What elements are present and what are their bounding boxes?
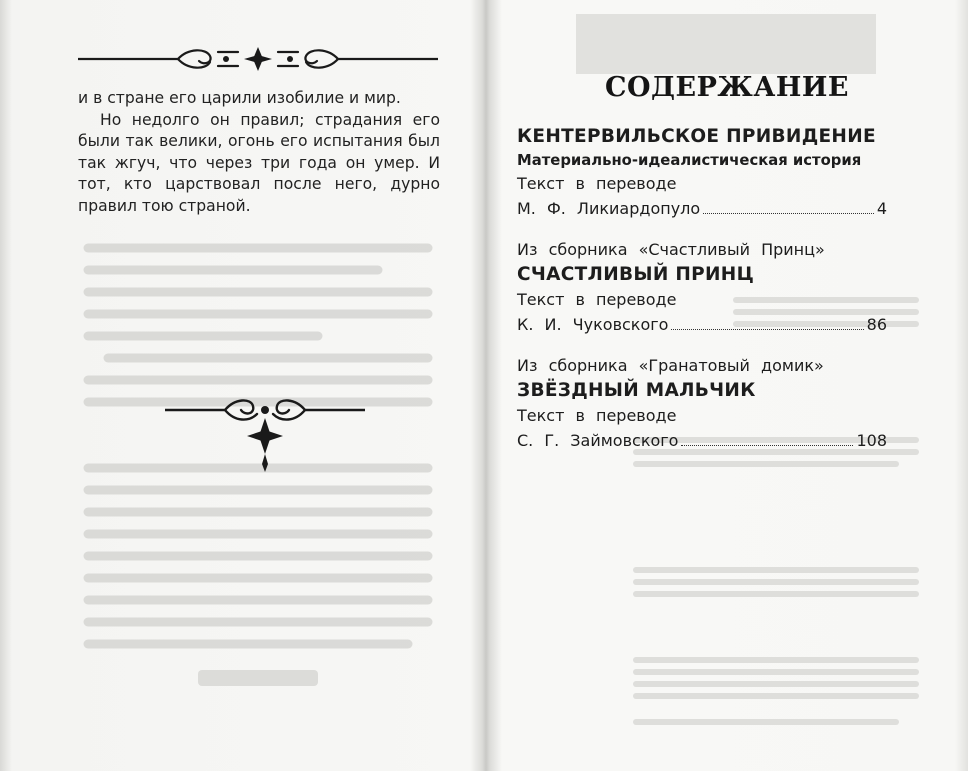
translator-name: С. Г. Займовского: [517, 431, 679, 450]
dot-leader: [681, 445, 853, 446]
translator-name: М. Ф. Ликиардопуло: [517, 199, 701, 218]
story-title: КЕНТЕРВИЛЬСКОЕ ПРИВИДЕНИЕ: [517, 126, 876, 147]
dot-leader: [671, 329, 863, 330]
paragraph: Но недолго он правил; страдания его были так велики, огонь его испытания был так жгуч, что через три года он умер. И тот, кто царствовал после него, дурно правил тою страной.: [78, 110, 440, 215]
ornament-divider-icon: [78, 44, 438, 74]
page-number: 4: [876, 199, 887, 218]
translator-name: К. И. Чуковского: [517, 315, 669, 334]
table-of-contents: [517, 124, 887, 454]
story-title: СЧАСТЛИВЫЙ ПРИНЦ: [517, 264, 755, 285]
collection-note: Из сборника «Гранатовый домик»: [517, 356, 824, 375]
translation-note: Текст в переводе: [517, 290, 677, 309]
collection-note: Из сборника «Счастливый Принц»: [517, 240, 825, 259]
translation-note: Текст в переводе: [517, 174, 677, 193]
floral-ornament-icon: [165, 392, 365, 472]
story-title: ЗВЁЗДНЫЙ МАЛЬЧИК: [517, 380, 756, 401]
right-page: [486, 0, 968, 771]
dot-leader: [703, 213, 874, 214]
translation-note: Текст в переводе: [517, 406, 677, 425]
page-body-text: [78, 88, 440, 217]
page-number: 108: [856, 431, 887, 450]
page-title: СОДЕРЖАНИЕ: [605, 72, 849, 103]
page-number: 86: [866, 315, 887, 334]
toc-entry: [517, 238, 887, 338]
toc-entry: [517, 354, 887, 454]
story-subtitle: Материально-идеалистическая история: [517, 152, 862, 169]
paragraph: и в стране его царили изобилие и мир.: [78, 89, 401, 107]
toc-entry: [517, 124, 887, 222]
